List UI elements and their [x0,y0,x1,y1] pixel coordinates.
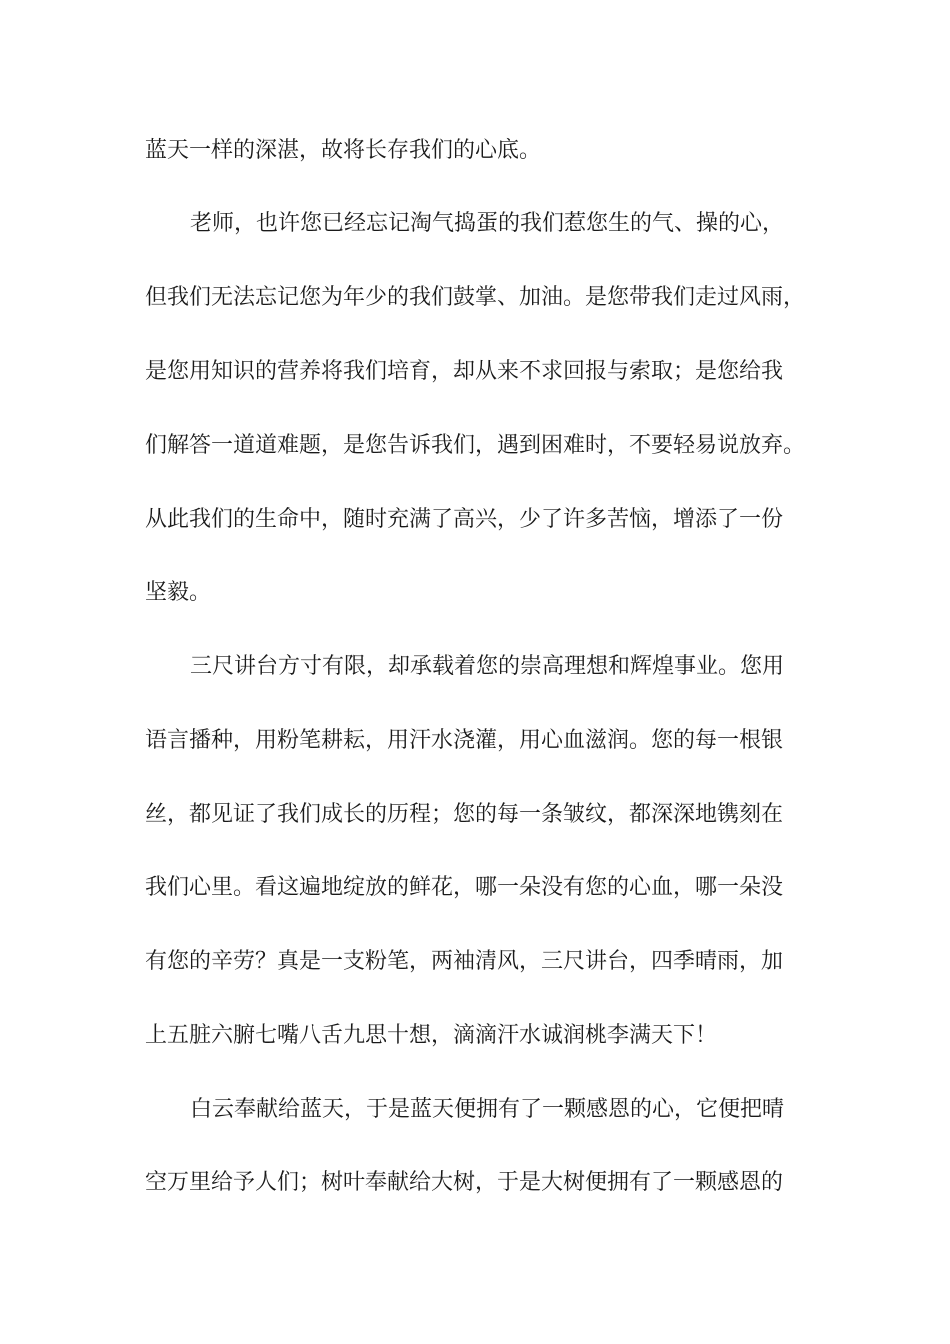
text-line: 有您的辛劳？真是一支粉笔，两袖清风，三尺讲台，四季晴雨，加 [145,949,784,974]
text-line: 语言播种，用粉笔耕耘，用汗水浇灌，用心血滋润。您的每一根银 [145,728,784,753]
paragraph-first-line: 三尺讲台方寸有限，却承载着您的崇高理想和辉煌事业。您用 [190,654,785,679]
paragraph-first-line: 老师，也许您已经忘记淘气捣蛋的我们惹您生的气、操的心， [190,211,785,236]
text-line: 们解答一道道难题，是您告诉我们，遇到困难时，不要轻易说放弃。 [145,433,806,458]
text-line: 但我们无法忘记您为年少的我们鼓掌、加油。是您带我们走过风雨， [145,285,806,310]
text-line: 丝，都见证了我们成长的历程；您的每一条皱纹，都深深地镌刻在 [145,802,784,827]
text-line: 从此我们的生命中，随时充满了高兴，少了许多苦恼，增添了一份 [145,507,784,532]
text-line: 上五脏六腑七嘴八舌九思十想，滴滴汗水诚润桃李满天下！ [145,1023,718,1048]
text-line: 我们心里。看这遍地绽放的鲜花，哪一朵没有您的心血，哪一朵没 [145,875,784,900]
text-line: 空万里给予人们；树叶奉献给大树，于是大树便拥有了一颗感恩的 [145,1170,784,1195]
text-line: 蓝天一样的深湛，故将长存我们的心底。 [145,138,542,163]
text-line: 坚毅。 [145,580,212,605]
text-line: 是您用知识的营养将我们培育，却从来不求回报与索取；是您给我 [145,359,784,384]
paragraph-first-line: 白云奉献给蓝天，于是蓝天便拥有了一颗感恩的心，它便把晴 [190,1097,785,1122]
